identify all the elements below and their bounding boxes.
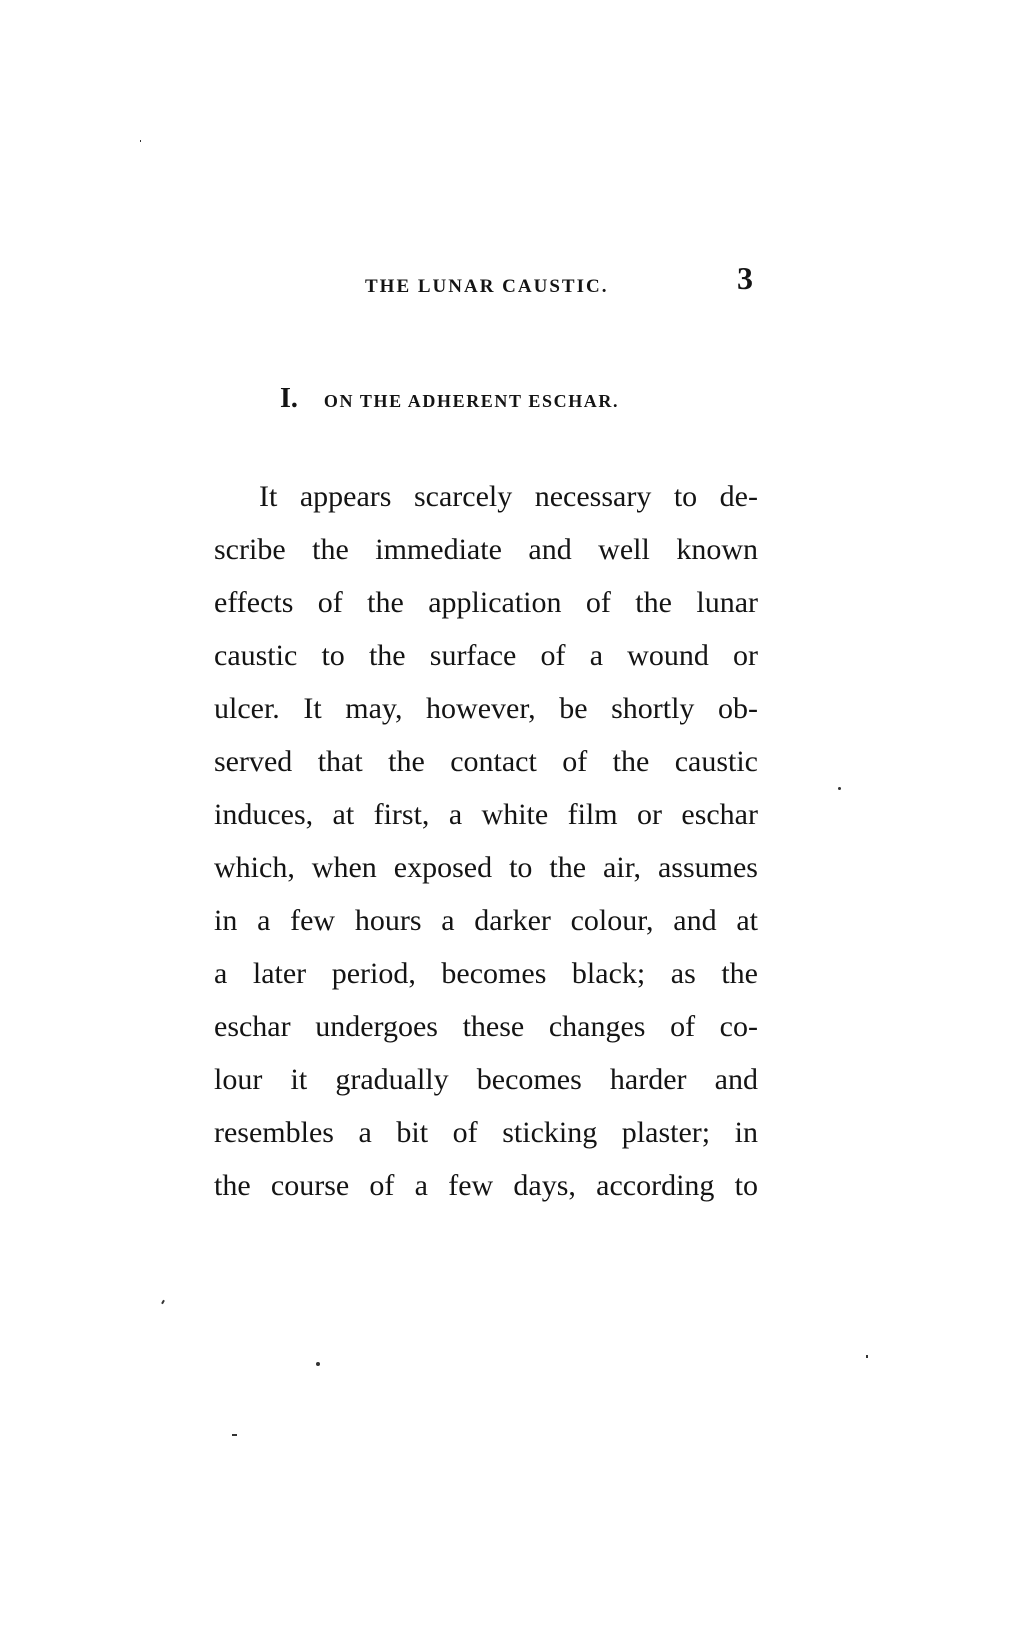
text-line: ulcer. It may, however, be shortly ob-: [214, 692, 758, 725]
scan-speck: [140, 140, 141, 142]
scan-speck: [232, 1434, 237, 1436]
running-head: THE LUNAR CAUSTIC.: [365, 276, 609, 297]
text-line: induces, at first, a white film or eschar: [214, 798, 758, 831]
text-line: lour it gradually becomes harder and: [214, 1063, 758, 1096]
text-line: caustic to the surface of a wound or: [214, 639, 758, 672]
scan-speck: [316, 1362, 320, 1366]
text-line: a later period, becomes black; as the: [214, 957, 758, 990]
section-title: ON THE ADHERENT ESCHAR.: [323, 391, 620, 411]
section-heading: [280, 383, 619, 415]
scan-speck: [161, 1300, 165, 1304]
text-line: effects of the application of the lunar: [214, 586, 758, 619]
text-line: It appears scarcely necessary to de-: [259, 480, 758, 513]
section-numeral: I.: [280, 383, 298, 414]
text-line: the course of a few days, according to: [214, 1169, 758, 1202]
text-line: which, when exposed to the air, assumes: [214, 851, 758, 884]
text-line: resembles a bit of sticking plaster; in: [214, 1116, 758, 1149]
body-paragraph: [214, 470, 758, 1212]
scan-speck: [838, 787, 841, 790]
text-line: scribe the immediate and well known: [214, 533, 758, 566]
text-line: in a few hours a darker colour, and at: [214, 904, 758, 937]
text-line: eschar undergoes these changes of co-: [214, 1010, 758, 1043]
text-line: served that the contact of the caustic: [214, 745, 758, 778]
scan-speck: [866, 1355, 868, 1358]
page-number: 3: [737, 260, 753, 296]
